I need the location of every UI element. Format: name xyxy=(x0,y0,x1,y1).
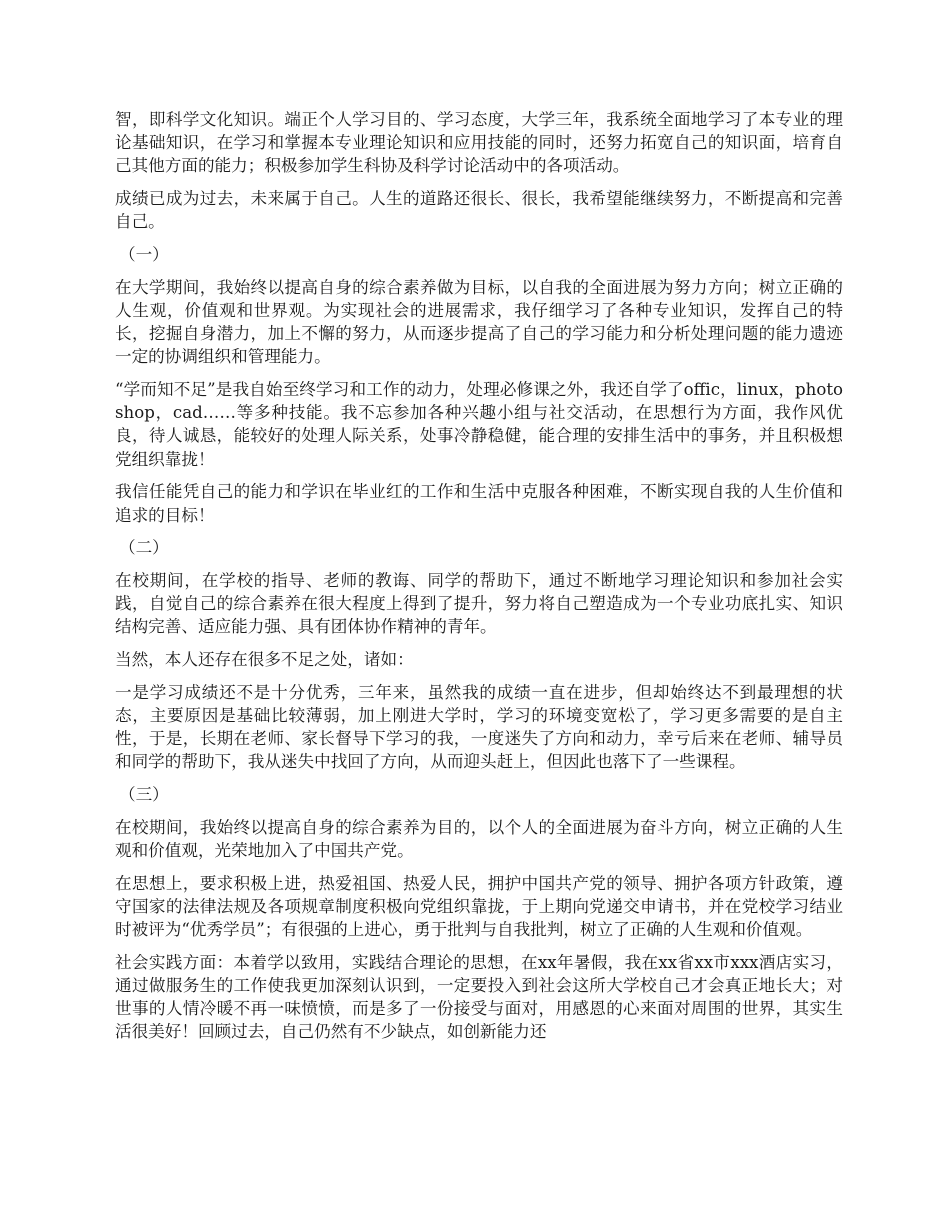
section-marker-one: （一） xyxy=(119,245,169,265)
section-marker-two: （二） xyxy=(119,538,169,558)
paragraph-shortcomings-intro: 当然，本人还存在很多不足之处，诸如： xyxy=(115,650,414,670)
paragraph-self-study: “学而知不足”是我自始至终学习和工作的动力，处理必修课之外，我还自学了offic，linux，photoshop，cad……等多种技能。我不忘参加各种兴趣小组与社交活动，在思想行为方面，我作风优良，待人诚恳，能较好的处理人际关系，处事冷静稳健，能合理的安排生活中的事务，并且积极想党组织靠拢！ xyxy=(115,380,843,469)
paragraph-social-practice: 社会实践方面：本着学以致用，实践结合理论的思想，在xx年暑假，我在xx省xx市xxx酒店实习，通过做服务生的工作使我更加深刻认识到，一定要投入到社会这所大学校自己才会真正地长大；对世事的人情冷暖不再一味愤愤，而是多了一份接受与面对，用感恩的心来面对周围的世界，其实生活很美好！回顾过去，自己仍然有不少缺点，如创新能力还 xyxy=(115,952,843,1042)
section-marker-three: （三） xyxy=(119,785,169,805)
paragraph-future: 成绩已成为过去，未来属于自己。人生的道路还很长、很长，我希望能继续努力，不断提高和完善自己。 xyxy=(115,189,843,232)
paragraph-shortcoming-grades: 一是学习成绩还不是十分优秀，三年来，虽然我的成绩一直在进步，但却始终达不到最理想的状态，主要原因是基础比较薄弱，加上刚进大学时，学习的环境变宽松了，学习更多需要的是自主性，于是，长期在老师、家长督导下学习的我，一度迷失了方向和动力，幸亏后来在老师、辅导员和同学的帮助下，我从迷失中找回了方向，从而迎头赶上，但因此也落下了一些课程。 xyxy=(115,682,843,772)
document-body xyxy=(115,108,843,1053)
paragraph-ideology: 在思想上，要求积极上进，热爱祖国、热爱人民，拥护中国共产党的领导、拥护各项方针政策，遵守国家的法律法规及各项规章制度积极向党组织靠拢，于上期向党递交申请书，并在党校学习结业时被评为“优秀学员”；有很强的上进心，勇于批判与自我批判，树立了正确的人生观和价值观。 xyxy=(115,873,843,940)
paragraph-university-goals: 在大学期间，我始终以提高自身的综合素养做为目标，以自我的全面进展为努力方向；树立正确的人生观，价值观和世界观。为实现社会的进展需求，我仔细学习了各种专业知识，发挥自己的特长，挖掘自身潜力，加上不懈的努力，从而逐步提高了自己的学习能力和分析处理问题的能力遗迹一定的协调组织和管理能力。 xyxy=(115,277,843,367)
paragraph-knowledge: 智，即科学文化知识。端正个人学习目的、学习态度，大学三年，我系统全面地学习了本专业的理论基础知识，在学习和掌握本专业理论知识和应用技能的同时，还努力拓宽自己的知识面，培育自己其他方面的能力；积极参加学生科协及科学讨论活动中的各项活动。 xyxy=(115,110,843,176)
paragraph-confidence: 我信任能凭自己的能力和学识在毕业红的工作和生活中克服各种困难，不断实现自我的人生价值和追求的目标！ xyxy=(115,482,843,525)
paragraph-party-membership: 在校期间，我始终以提高自身的综合素养为目的，以个人的全面进展为奋斗方向，树立正确的人生观和价值观，光荣地加入了中国共产党。 xyxy=(115,817,843,860)
paragraph-school-growth: 在校期间，在学校的指导、老师的教诲、同学的帮助下，通过不断地学习理论知识和参加社会实践，自觉自己的综合素养在很大程度上得到了提升，努力将自己塑造成为一个专业功底扎实、知识结构完善、适应能力强、具有团体协作精神的青年。 xyxy=(115,570,843,637)
